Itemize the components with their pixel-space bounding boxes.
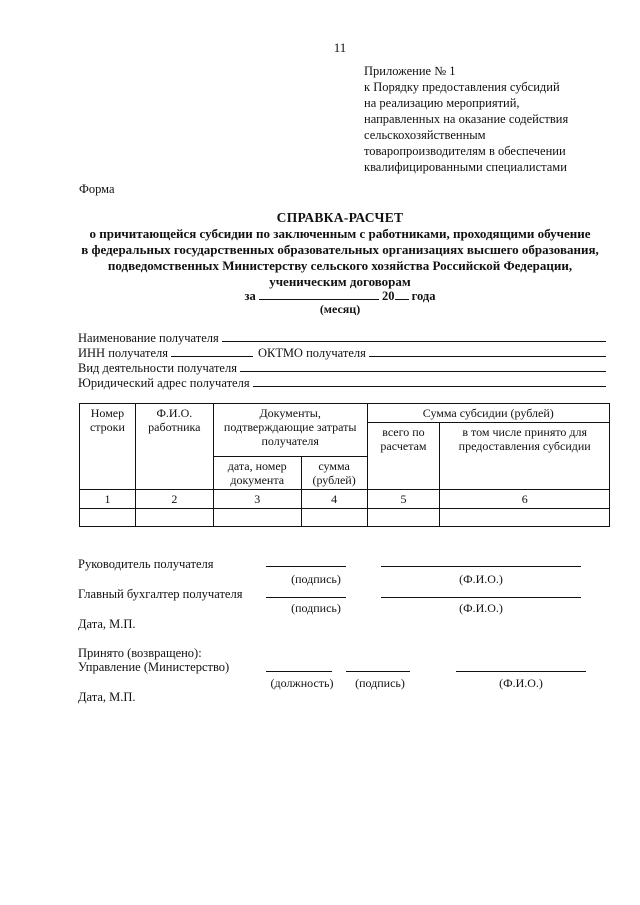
col-number: 1 bbox=[80, 490, 136, 509]
department-fio-line[interactable] bbox=[456, 671, 586, 672]
year-suffix: года bbox=[411, 289, 436, 303]
subsidy-table-grid bbox=[79, 403, 610, 527]
header-total: всего по расчетам bbox=[367, 423, 440, 490]
header-documents: Документы, подтверждающие затраты получателя bbox=[213, 404, 367, 457]
header-doc-sum: сумма (рублей) bbox=[301, 457, 367, 490]
form-label: Форма bbox=[79, 182, 115, 196]
oktmo-label: ОКТМО получателя bbox=[257, 346, 366, 360]
table-cell[interactable] bbox=[80, 509, 136, 527]
inn-blank[interactable] bbox=[171, 345, 253, 357]
table-cell[interactable] bbox=[440, 509, 610, 527]
col-number: 3 bbox=[213, 490, 301, 509]
page-number: 11 bbox=[333, 40, 347, 55]
appendix-line: Приложение № 1 bbox=[364, 64, 456, 78]
appendix-line: сельскохозяйственным bbox=[364, 128, 486, 142]
inn-label: ИНН получателя bbox=[78, 346, 168, 360]
year-blank[interactable] bbox=[395, 288, 409, 300]
table-row bbox=[80, 509, 610, 527]
accountant-fio-line[interactable] bbox=[381, 597, 581, 598]
recipient-name-blank[interactable] bbox=[222, 330, 606, 342]
header-doc-date: дата, номер документа bbox=[213, 457, 301, 490]
inn-oktmo-field bbox=[78, 345, 606, 359]
column-number-row bbox=[80, 490, 610, 509]
month-caption: (месяц) bbox=[319, 302, 361, 316]
head-signature-caption: (подпись) bbox=[291, 572, 341, 586]
head-signature-line[interactable] bbox=[266, 566, 346, 567]
title-line: о причитающейся субсидии по заключенным с работниками, проходящими обучение bbox=[89, 226, 591, 241]
title-main: СПРАВКА-РАСЧЕТ bbox=[276, 210, 404, 225]
head-label: Руководитель получателя bbox=[78, 557, 214, 571]
department-label: Управление (Министерство) bbox=[78, 660, 230, 674]
header-subsidy: Сумма субсидии (рублей) bbox=[367, 404, 609, 423]
table-cell[interactable] bbox=[367, 509, 440, 527]
table-cell[interactable] bbox=[213, 509, 301, 527]
title-line: подведомственных Министерству сельского хозяйства Российской Федерации, bbox=[107, 258, 573, 273]
col-number: 6 bbox=[440, 490, 610, 509]
department-fio-caption: (Ф.И.О.) bbox=[499, 676, 543, 690]
address-field bbox=[78, 375, 606, 389]
recipient-name-label: Наименование получателя bbox=[78, 331, 219, 345]
header-row-number: Номер строки bbox=[80, 404, 136, 490]
year-prefix: 20 bbox=[382, 289, 395, 303]
appendix-line: к Порядку предоставления субсидий bbox=[364, 80, 560, 94]
table-cell[interactable] bbox=[135, 509, 213, 527]
head-fio-caption: (Ф.И.О.) bbox=[459, 572, 503, 586]
col-number: 2 bbox=[135, 490, 213, 509]
address-label: Юридический адрес получателя bbox=[78, 376, 250, 390]
col-number: 4 bbox=[301, 490, 367, 509]
appendix-header bbox=[364, 63, 568, 175]
period-prefix: за bbox=[244, 289, 256, 303]
head-fio-line[interactable] bbox=[381, 566, 581, 567]
recipient-name-field bbox=[78, 330, 606, 344]
header-fio: Ф.И.О. работника bbox=[135, 404, 213, 490]
accountant-signature-caption: (подпись) bbox=[291, 601, 341, 615]
title-line: ученическим договорам bbox=[269, 274, 411, 289]
activity-field bbox=[78, 360, 606, 374]
date-mp-1: Дата, М.П. bbox=[78, 617, 136, 631]
department-signature-line[interactable] bbox=[346, 671, 410, 672]
title-line: в федеральных государственных образовательных организациях высшего образования, bbox=[81, 242, 599, 257]
activity-blank[interactable] bbox=[240, 360, 606, 372]
header-accepted: в том числе принято для предоставления субсидии bbox=[440, 423, 610, 490]
appendix-line: на реализацию мероприятий, bbox=[364, 96, 520, 110]
oktmo-blank[interactable] bbox=[369, 345, 606, 357]
accountant-fio-caption: (Ф.И.О.) bbox=[459, 601, 503, 615]
appendix-line: квалифицированными специалистами bbox=[364, 160, 567, 174]
appendix-line: направленных на оказание содействия bbox=[364, 112, 569, 126]
department-position-line[interactable] bbox=[266, 671, 332, 672]
department-signature-caption: (подпись) bbox=[355, 676, 405, 690]
month-blank[interactable] bbox=[259, 288, 379, 300]
date-mp-2: Дата, М.П. bbox=[78, 690, 136, 704]
document-title bbox=[0, 210, 640, 290]
accountant-label: Главный бухгалтер получателя bbox=[78, 587, 243, 601]
accepted-label: Принято (возвращено): bbox=[78, 646, 202, 660]
activity-label: Вид деятельности получателя bbox=[78, 361, 237, 375]
col-number: 5 bbox=[367, 490, 440, 509]
address-blank[interactable] bbox=[253, 375, 606, 387]
table-cell[interactable] bbox=[301, 509, 367, 527]
accountant-signature-line[interactable] bbox=[266, 597, 346, 598]
appendix-line: товаропроизводителям в обеспечении bbox=[364, 144, 566, 158]
position-caption: (должность) bbox=[270, 676, 334, 690]
